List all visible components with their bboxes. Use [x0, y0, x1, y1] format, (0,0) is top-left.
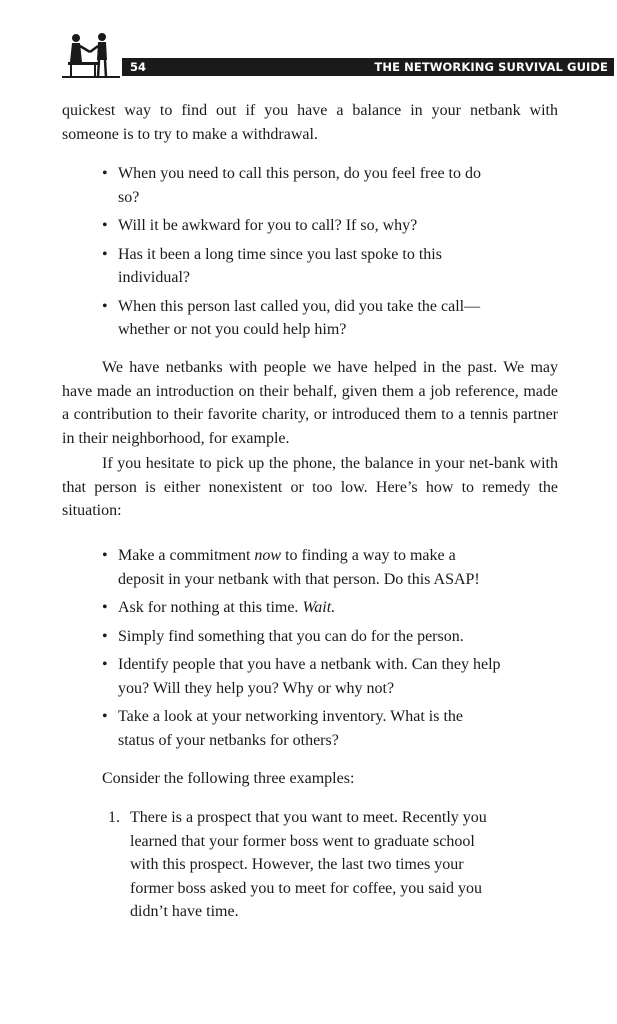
list-item: [62, 162, 502, 209]
list-item-text: When this person last called you, did you take the call—whether or not you could help him?: [118, 297, 481, 338]
bullet-marker: •: [102, 165, 108, 182]
list-item-text: There is a prospect that you want to meet. Recently you learned that your former boss went to graduate school with this prospect. However, the last two times your former boss asked you to meet for coffee, you said you didn’t have time.: [130, 809, 487, 920]
page-number: 54: [130, 60, 147, 74]
bullet-marker: •: [102, 627, 108, 645]
emphasis-text: Wait.: [302, 599, 336, 616]
list-item-text: Will it be awkward for you to call? If so, why?: [118, 217, 418, 234]
bullet-marker: •: [102, 656, 108, 673]
bullet-marker: •: [102, 547, 108, 564]
paragraph: If you hesitate to pick up the phone, the balance in your net-bank with that person is either nonexistent or too low. Here’s how to remedy the situation:: [62, 455, 558, 519]
list-item-text: Simply find something that you can do for the person.: [118, 627, 464, 645]
list-item: [62, 596, 502, 620]
bullet-list-remedies: [62, 544, 502, 752]
list-item-text: to finding a way to make a deposit in your netbank with that person. Do this ASAP!: [118, 547, 480, 588]
list-item: [62, 625, 502, 649]
emphasis-text: now: [254, 547, 282, 564]
body-paragraphs: [62, 356, 558, 523]
list-item-text: Identify people that you have a netbank with. Can they help you? Will they help you? Why or why not?: [118, 656, 501, 697]
list-item-text: Has it been a long time since you last spoke to this individual?: [118, 245, 442, 286]
bullet-marker: •: [102, 217, 108, 234]
list-number: 1.: [108, 809, 120, 826]
list-item-text: Ask for nothing at this time.: [118, 599, 303, 616]
paragraph: Consider the following three examples:: [102, 770, 355, 787]
handshake-people-icon: [60, 28, 122, 78]
paragraph: We have netbanks with people we have helped in the past. We may have made an introduction on their behalf, given them a job reference, made a contribution to their favorite charity, or introduced them to a tennis partner in their neighborhood, for example.: [62, 359, 558, 447]
list-item: [62, 243, 502, 290]
lead-in-paragraph: [62, 767, 558, 791]
list-item-text: When you need to call this person, do you feel free to do so?: [118, 165, 481, 206]
bullet-marker: •: [102, 297, 108, 315]
bullet-marker: •: [102, 599, 108, 616]
bullet-marker: •: [102, 708, 108, 725]
list-item: [62, 544, 502, 591]
list-item-text: Make a commitment: [118, 547, 255, 564]
header-bar: [122, 58, 614, 76]
list-item: [62, 806, 502, 924]
list-item: [62, 214, 502, 238]
bullet-marker: •: [102, 245, 108, 263]
list-item: [62, 295, 502, 342]
running-header: [60, 28, 608, 80]
intro-line: quickest way to find out if you have a balance in your netbank with: [62, 102, 558, 119]
list-item: [62, 653, 502, 700]
list-item-text: Take a look at your networking inventory. What is the status of your netbanks for others?: [118, 708, 464, 749]
bullet-list-questions: [62, 162, 502, 342]
numbered-list: [62, 806, 502, 924]
intro-paragraph: [62, 99, 558, 146]
list-item: [62, 705, 502, 752]
intro-line: someone is to try to make a withdrawal.: [62, 125, 318, 143]
book-title: THE NETWORKING SURVIVAL GUIDE: [374, 60, 608, 74]
